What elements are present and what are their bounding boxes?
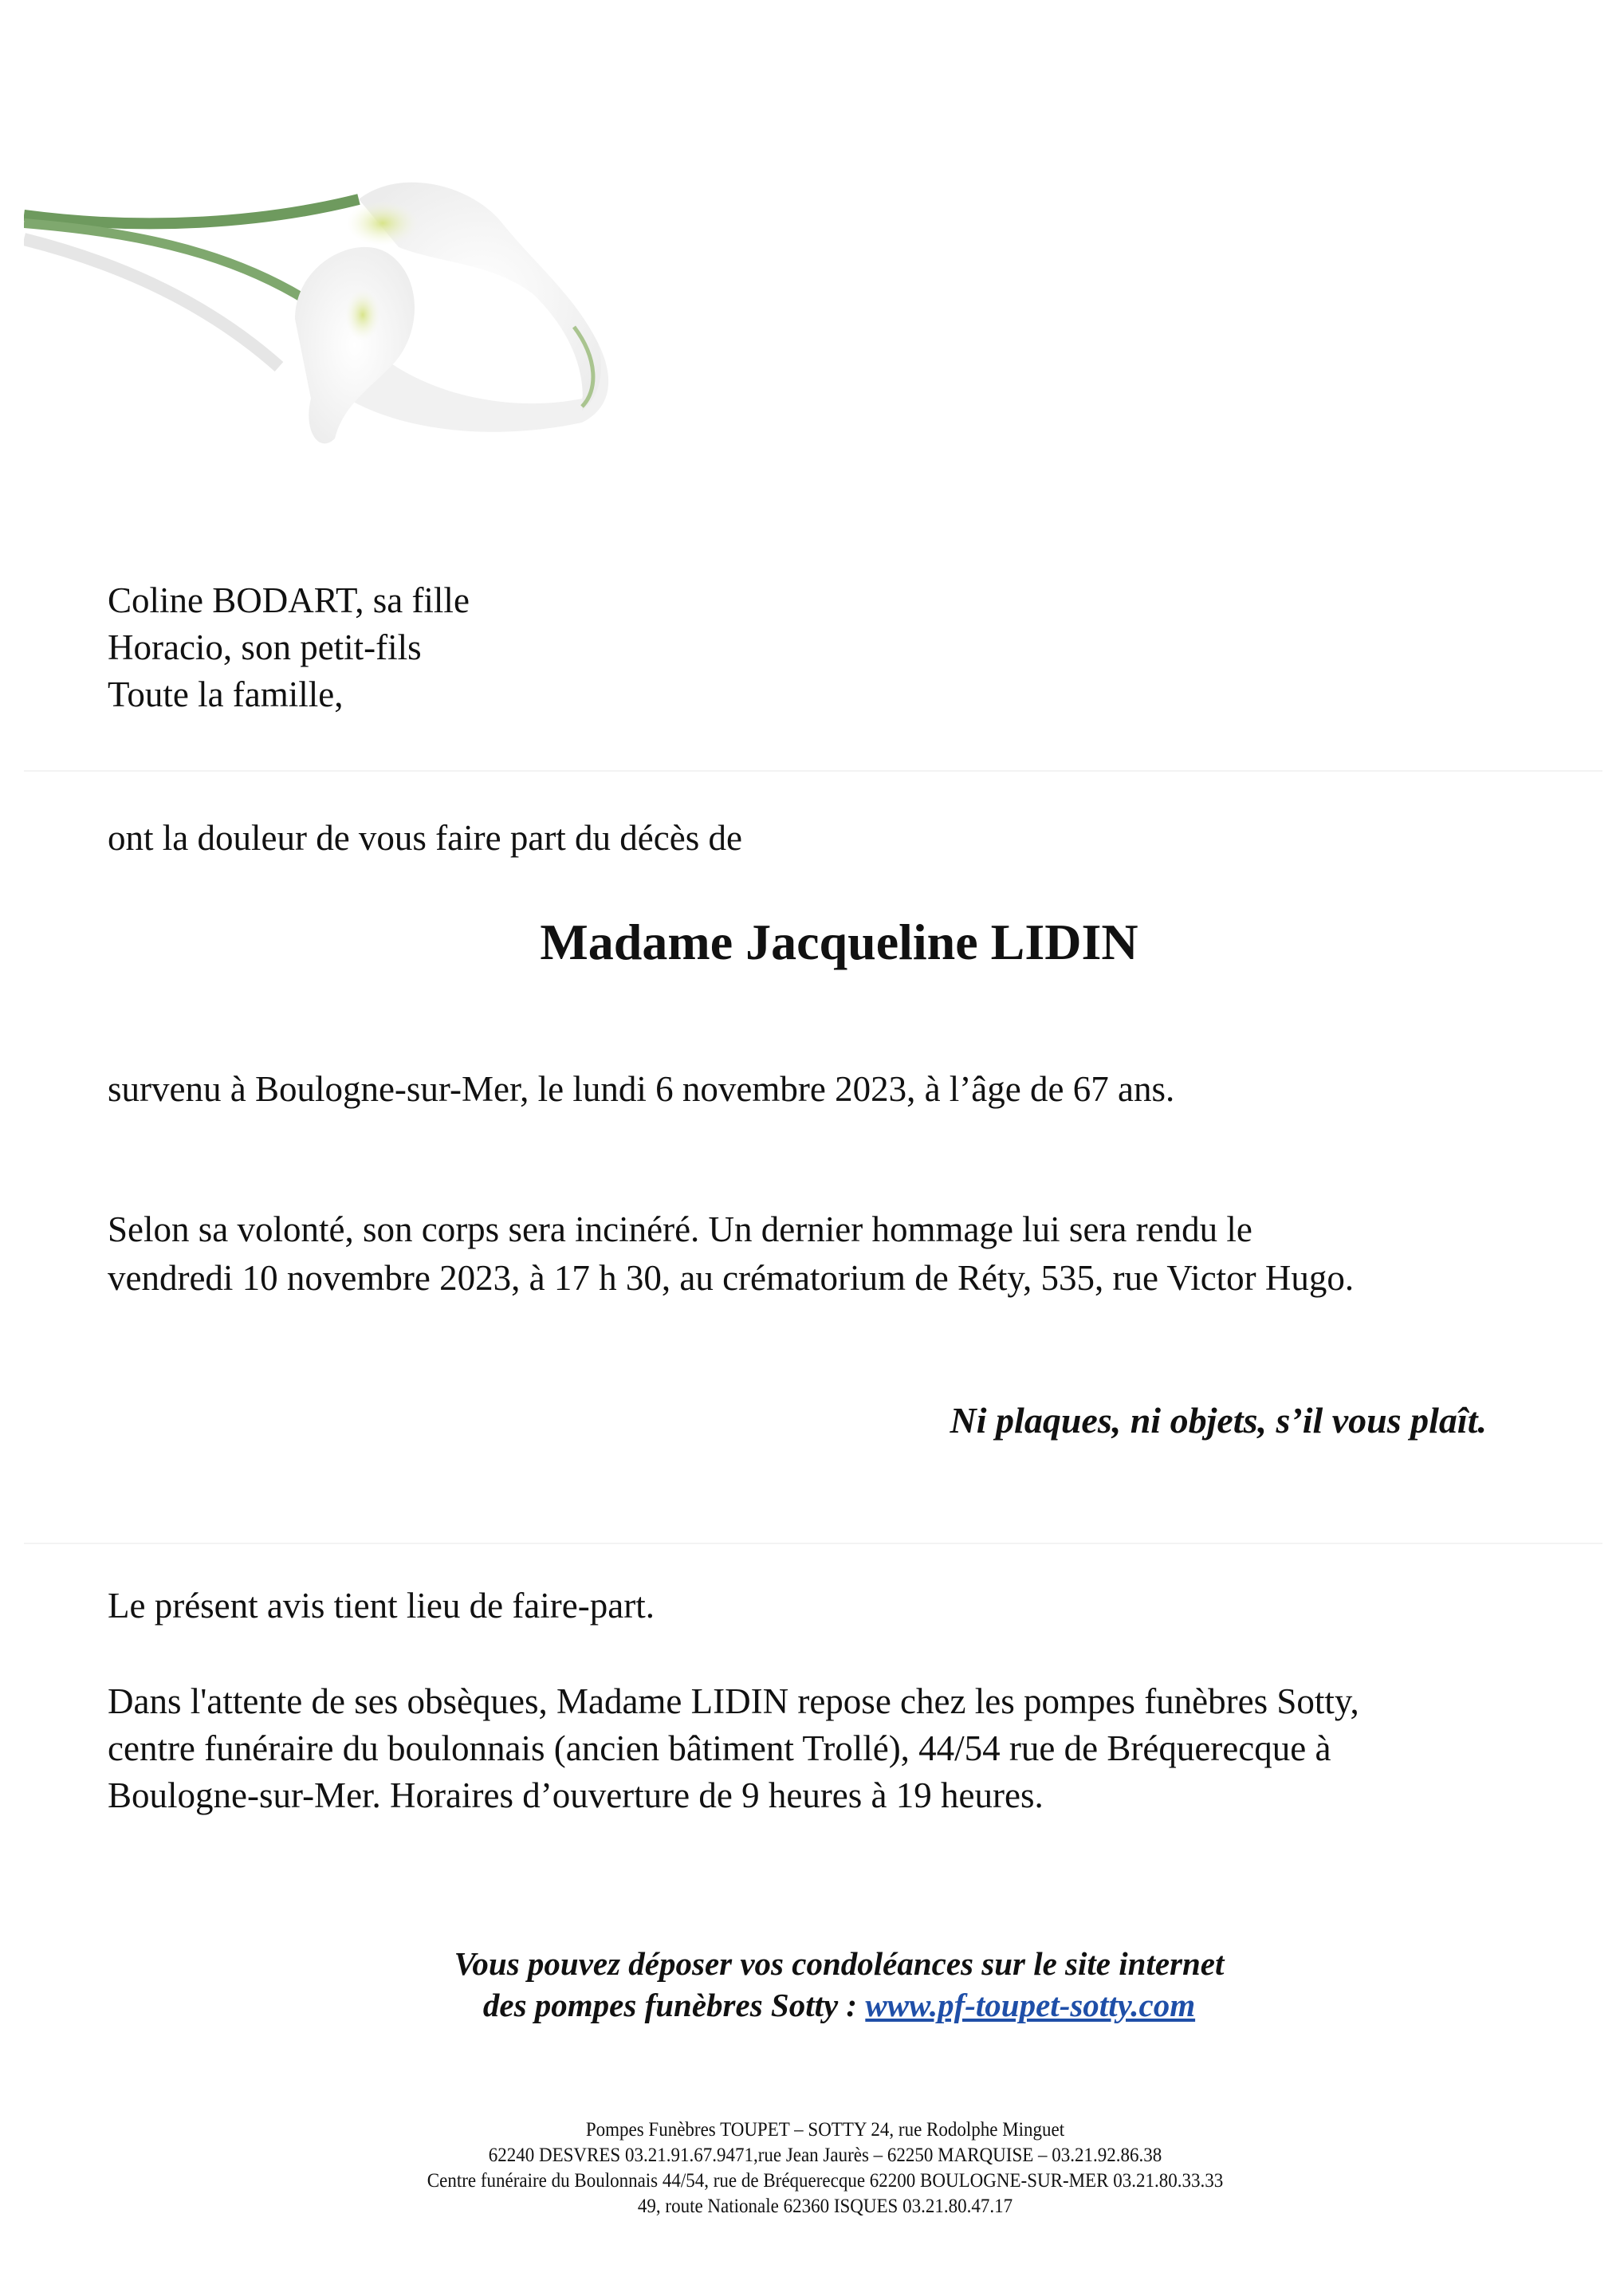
footer-line: Centre funéraire du Boulonnais 44/54, rue de Bréquerecque 62200 BOULOGNE-SUR-MER 03.21.80.33.33 (427, 2170, 1224, 2192)
divider (24, 770, 1602, 772)
announcement: ont la douleur de vous faire part du décès de (108, 818, 742, 858)
notice: Le présent avis tient lieu de faire-part. (108, 1586, 655, 1626)
calla-lily-image (24, 136, 630, 454)
website-link[interactable]: www.pf-toupet-sotty.com (865, 1987, 1196, 2023)
family-line: Toute la famille, (108, 674, 344, 714)
condolences-prefix: des pompes funèbres Sotty : (482, 1987, 866, 2023)
footer (0, 2117, 1624, 2219)
death-info: survenu à Boulogne-sur-Mer, le lundi 6 novembre 2023, à l’âge de 67 ans. (108, 1069, 1175, 1109)
deceased-name: Madame Jacqueline LIDIN (540, 914, 1138, 970)
repose-line: Boulogne-sur-Mer. Horaires d’ouverture de 9 heures à 19 heures. (108, 1775, 1044, 1815)
wish-note: Ni plaques, ni objets, s’il vous plaît. (950, 1400, 1487, 1441)
footer-line: Pompes Funèbres TOUPET – SOTTY 24, rue Rodolphe Minguet (585, 2119, 1065, 2141)
ceremony-line: Selon sa volonté, son corps sera incinéré. Un dernier hommage lui sera rendu le (108, 1209, 1252, 1249)
footer-line: 62240 DESVRES 03.21.91.67.9471,rue Jean Jaurès – 62250 MARQUISE – 03.21.92.86.38 (488, 2145, 1162, 2166)
family-line: Coline BODART, sa fille (108, 580, 470, 620)
condolences-line (0, 1984, 1624, 2026)
footer-line: 49, route Nationale 62360 ISQUES 03.21.80.47.17 (637, 2196, 1013, 2217)
divider (24, 1543, 1602, 1544)
repose-line: Dans l'attente de ses obsèques, Madame LIDIN repose chez les pompes funèbres Sotty, (108, 1681, 1359, 1721)
family-line: Horacio, son petit-fils (108, 627, 422, 667)
ceremony-line: vendredi 10 novembre 2023, à 17 h 30, au crématorium de Réty, 535, rue Victor Hugo. (108, 1258, 1355, 1298)
repose-line: centre funéraire du boulonnais (ancien bâtiment Trollé), 44/54 rue de Bréquerecque à (108, 1728, 1331, 1768)
condolences-line: Vous pouvez déposer vos condoléances sur le site internet (454, 1945, 1225, 1982)
